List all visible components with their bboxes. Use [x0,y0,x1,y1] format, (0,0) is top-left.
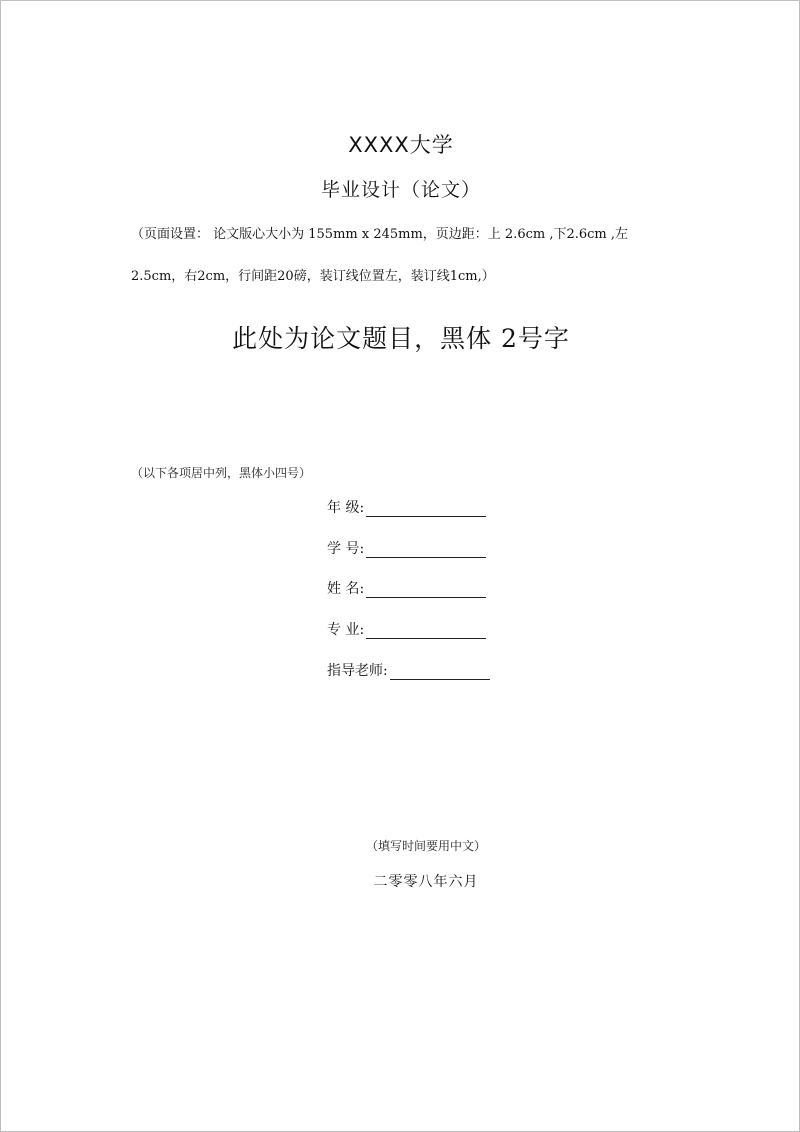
field-student-id [327,538,486,558]
field-grade-blank[interactable] [366,502,486,517]
field-grade [327,497,486,517]
field-advisor-blank[interactable] [390,665,490,680]
field-major-label: 专 业: [327,622,365,638]
date-format-note: （填写时间要用中文） [365,839,486,853]
page-setup-line-1: （页面设置： 论文版心大小为 155mm x 245mm，页边距：上 2.6cm ,下2.6cm ,左 [131,227,629,242]
document-subtitle: 毕业设计（论文） [320,179,481,201]
field-advisor-label: 指导老师: [327,663,388,679]
page-setup-line-2: 2.5cm，右2cm，行间距20磅，装订线位置左，装订线1cm,） [131,269,495,284]
university-name: XXXX大学 [348,133,454,157]
fields-format-note: （以下各项居中列，黑体小四号） [131,466,312,480]
field-name-blank[interactable] [366,583,486,598]
field-grade-label: 年 级: [327,500,365,516]
field-student-id-label: 学 号: [327,541,365,557]
field-major-blank[interactable] [366,624,486,639]
field-advisor [327,660,490,680]
field-name-label: 姓 名: [327,581,365,597]
field-student-id-blank[interactable] [366,543,486,558]
thesis-title: 此处为论文题目，黑体 2号字 [232,324,570,353]
field-name [327,578,486,598]
field-major [327,619,486,639]
submission-date: 二零零八年六月 [373,874,479,890]
